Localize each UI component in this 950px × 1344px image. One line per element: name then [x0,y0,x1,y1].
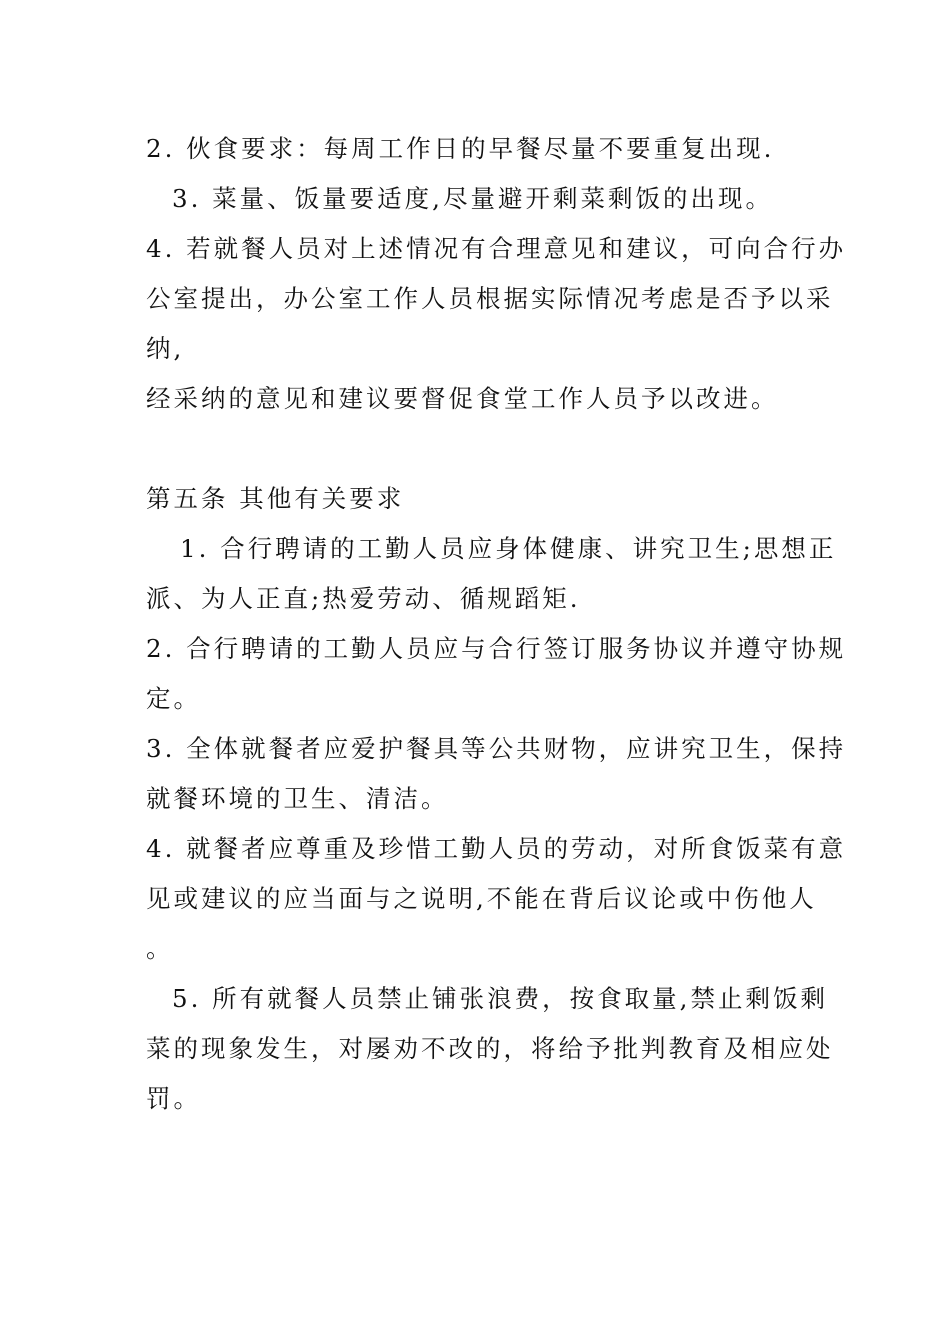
text-line: 见或建议的应当面与之说明,不能在背后议论或中伤他人 [146,884,817,913]
text-line: 派、为人正直;热爱劳动、循规蹈矩. [146,584,581,613]
text-line: 2. 伙食要求：每周工作日的早餐尽量不要重复出现. [146,134,775,163]
section-heading: 第五条 其他有关要求 [146,484,405,513]
text-line: 公室提出，办公室工作人员根据实际情况考虑是否予以采 [146,284,834,313]
text-line: 3. 菜量、饭量要适度,尽量避开剩菜剩饭的出现。 [172,184,773,213]
text-line: 纳, [146,334,185,363]
text-line: 。 [146,934,174,963]
text-line: 5. 所有就餐人员禁止铺张浪费，按食取量,禁止剩饭剩 [172,984,828,1013]
text-line: 就餐环境的卫生、清洁。 [146,784,449,813]
text-line: 1. 合行聘请的工勤人员应身体健康、讲究卫生;思想正 [180,534,837,563]
text-line: 罚。 [146,1084,201,1113]
text-line: 2. 合行聘请的工勤人员应与合行签订服务协议并遵守协规 [146,634,847,663]
text-line: 3. 全体就餐者应爱护餐具等公共财物，应讲究卫生，保持 [146,734,847,763]
text-line: 4. 若就餐人员对上述情况有合理意见和建议，可向合行办 [146,234,847,263]
text-line: 4. 就餐者应尊重及珍惜工勤人员的劳动，对所食饭菜有意 [146,834,847,863]
text-line: 定。 [146,684,201,713]
text-line: 菜的现象发生，对屡劝不改的，将给予批判教育及相应处 [146,1034,834,1063]
text-line: 经采纳的意见和建议要督促食堂工作人员予以改进。 [146,384,779,413]
